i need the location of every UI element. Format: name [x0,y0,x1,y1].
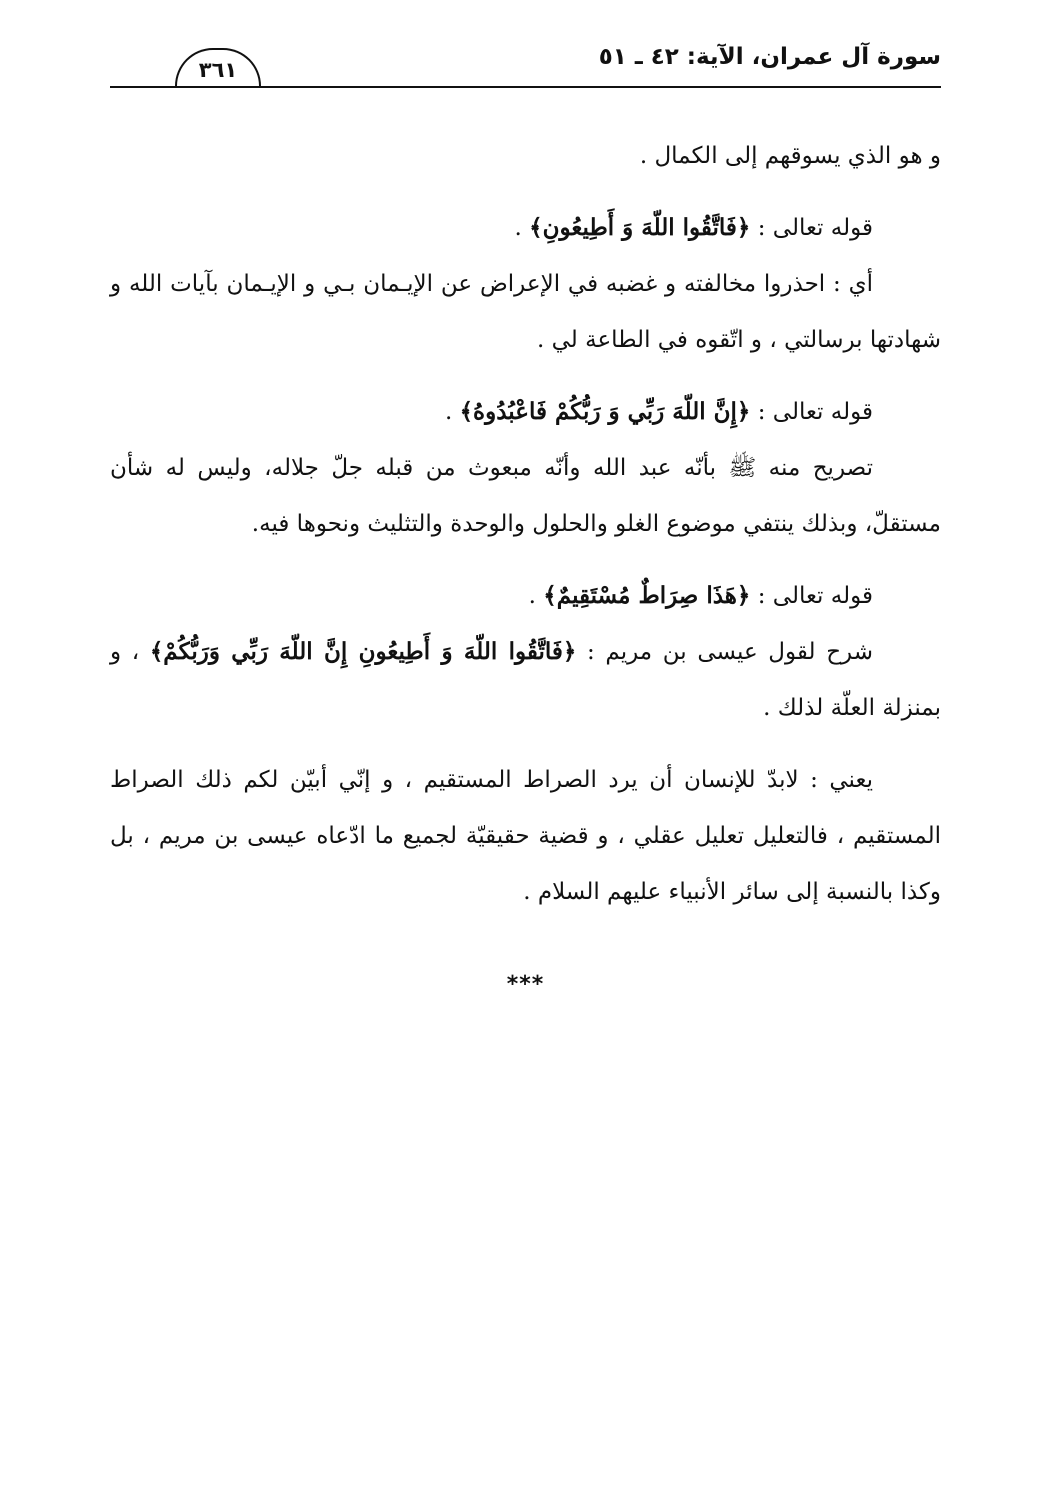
commentary-paragraph-4: يعني : لابدّ للإنسان أن يرد الصراط المستقيم ، و إنّي أبيّن لكم ذلك الصراط المستقيم ، فالتعليل تعليل عقلي ، و قضية حقيقيّة لجميع ما ادّعاه عيسى بن مريم ، بل وكذا بالنسبة إلى سائر الأنبياء عليهم السلام . [110,767,941,905]
running-head: سورة آل عمران، الآية: ٤٢ ـ ٥١ [598,44,941,70]
page-number: ٣٦١ [175,48,261,86]
quran-quote: ﴿فَاتَّقُوا اللّهَ وَ أَطِيعُونِ﴾ [529,214,751,241]
section-separator: *** [506,972,545,997]
quran-quote: ﴿إِنَّ اللّهَ رَبِّي وَ رَبُّكُمْ فَاعْبُدُوهُ﴾ [459,398,751,425]
verse-heading-2 [110,384,941,440]
paragraph-intro: شرح لقول عيسى بن مريم : [576,639,873,665]
page-header [110,30,941,90]
commentary-paragraph-1: أي : احذروا مخالفته و غضبه في الإعراض عن الإيـمان بـي و الإيـمان بآيات الله و شهادتها برسالتي ، و اتّقوه في الطاعة لي . [110,271,941,353]
verse-intro: قوله تعالى : [750,399,873,425]
quran-quote: ﴿هَذَا صِرَاطٌ مُسْتَقِيمٌ﴾ [543,582,751,609]
verse-intro: قوله تعالى : [750,583,873,609]
verse-end: . [528,583,544,609]
commentary-paragraph-2: تصريح منه ﷺ بأنّه عبد الله وأنّه مبعوث من قبله جلّ جلاله، وليس له شأن مستقلّ، وبذلك ينتفي موضوع الغلو والحلول والوحدة والتثليث ونحوها فيه. [110,455,941,537]
paragraph-end: ، و بمنزلة العلّة لذلك . [110,639,941,721]
verse-end: . [514,215,530,241]
header-rule [110,86,941,88]
verse-end: . [444,399,460,425]
continuation-line: و هو الذي يسوقهم إلى الكمال . [639,143,941,169]
page-body [110,128,941,920]
quran-quote: ﴿فَاتَّقُوا اللّهَ وَ أَطِيعُونِ إِنَّ اللّهَ رَبِّي وَرَبُّكُمْ﴾ [149,638,577,665]
verse-heading-3 [110,568,941,624]
verse-heading-1 [110,200,941,256]
verse-intro: قوله تعالى : [750,215,873,241]
commentary-paragraph-3 [110,624,941,736]
